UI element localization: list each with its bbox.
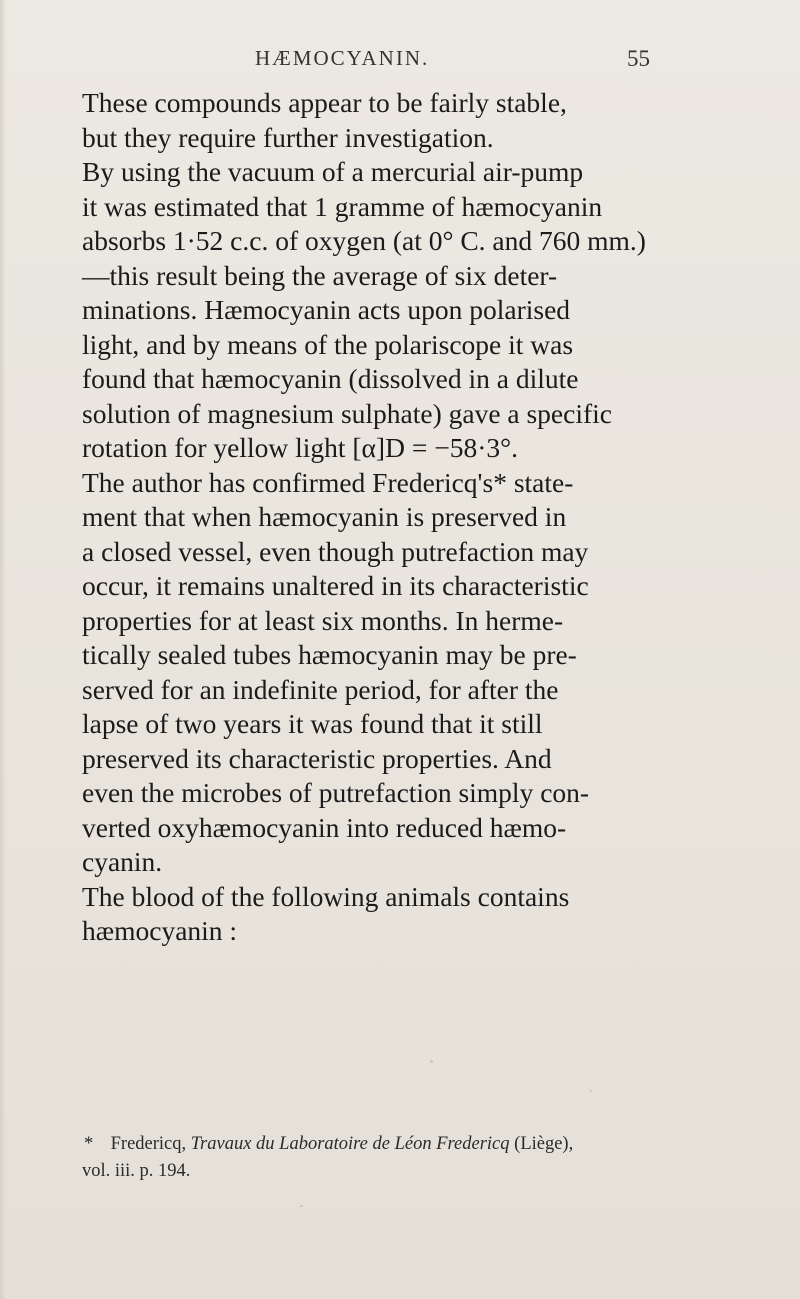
footnote-marker: * <box>84 1134 94 1154</box>
footnote <box>82 1131 682 1185</box>
text-line: found that hæmocyanin (dissolved in a dilute <box>82 363 579 394</box>
footnote-volume: vol. iii. p. 194. <box>82 1161 191 1181</box>
text-line: served for an indefinite period, for after the <box>82 673 559 705</box>
footnote-author: Fredericq, <box>110 1134 187 1154</box>
text-line: —this result being the average of six deter- <box>82 259 558 291</box>
paper-speck <box>300 1205 303 1207</box>
text-line: By using the vacuum of a mercurial air-pump <box>82 156 584 187</box>
text-line: hæmocyanin : <box>82 915 238 946</box>
footnote-line <box>82 1158 682 1185</box>
text-line: a closed vessel, even though putrefaction may <box>82 535 589 567</box>
running-head: HÆMOCYANIN. <box>255 46 430 70</box>
text-line: minations. Hæmocyanin acts upon polarised <box>82 294 571 325</box>
text-line: These compounds appear to be fairly stable, <box>82 87 567 118</box>
footnote-title: Travaux du Laboratoire de Léon Fredericq <box>190 1134 510 1154</box>
page-edge-shadow <box>0 0 6 1299</box>
footnote-line <box>82 1131 682 1158</box>
text-line: rotation for yellow light [α]D = −58·3°. <box>82 432 518 463</box>
page-number: 55 <box>627 46 650 71</box>
body-text <box>82 86 662 949</box>
paper-speck <box>430 1060 433 1063</box>
text-line: verted oxyhæmocyanin into reduced hæmo- <box>82 811 567 843</box>
text-line: even the microbes of putrefaction simply con- <box>82 777 590 808</box>
text-line: but they require further investigation. <box>82 121 494 153</box>
footnote-place: (Liège), <box>514 1134 574 1154</box>
text-line: The blood of the following animals contains <box>82 880 570 912</box>
paper-speck <box>590 1090 592 1092</box>
text-line: preserved its characteristic properties. And <box>82 742 552 774</box>
text-line: The author has confirmed Fredericq's* state- <box>82 466 574 498</box>
text-line: tically sealed tubes hæmocyanin may be pre- <box>82 639 577 670</box>
text-line: cyanin. <box>82 846 163 877</box>
text-line: light, and by means of the polariscope it was <box>82 328 574 360</box>
text-line: absorbs 1·52 c.c. of oxygen (at 0° C. and 760 mm.) <box>82 225 646 256</box>
text-line: occur, it remains unaltered in its characteristic <box>82 570 589 601</box>
page-header <box>0 46 800 76</box>
text-line: it was estimated that 1 gramme of hæmocyanin <box>82 190 603 222</box>
text-line: properties for at least six months. In herme- <box>82 604 564 636</box>
text-line: lapse of two years it was found that it still <box>82 708 543 739</box>
text-line: solution of magnesium sulphate) gave a specific <box>82 397 612 429</box>
text-line: ment that when hæmocyanin is preserved in <box>82 501 567 532</box>
